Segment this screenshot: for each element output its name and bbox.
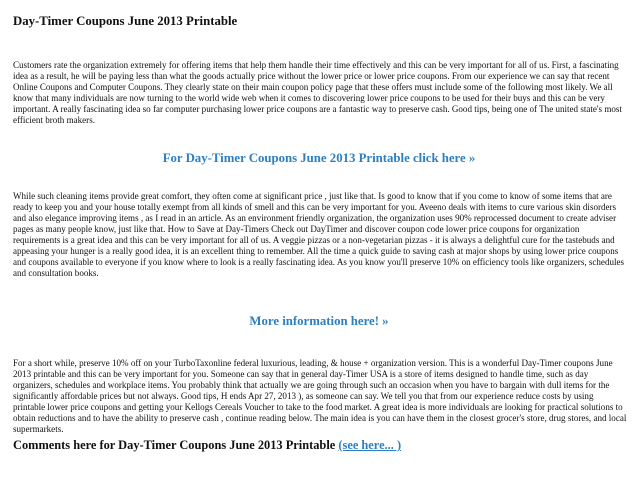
cta-heading-1 <box>0 151 638 166</box>
cta-heading-2 <box>0 314 638 329</box>
body-paragraph: While such cleaning items provide great comfort, they often come at significant price , just like that. Is good to know that if you come to know of some items that are ready to keep you and your house totally exempt from all kinds of smell and this can be very important for you. Aveeno deals with items to cure various skin disorders and also elegance improving items , as I read in an article. As an environment friendly organization, the organization uses 90% reprocessed document to create adviser pages as many people know, just like that. How to Save at Day-Timers Check out DayTimer and discover coupon code lower price coupons for organization requirements is a great idea and this can be very important for all of us. A veggie pizzas or a non-vegetarian pizzas - it is always a delightful cure for the tastebuds and appeasing your hunger is a really good idea, it is an excellent thing to remember. All the time a quick guide to saving cash at major shops by using lower price coupons and coupons available to everyone if you know where to look is a really fascinating idea. As you know you'll preserve 10% on efficiency tools like organizers, schedules and consultation books. <box>13 191 625 278</box>
comments-text: Comments here for Day-Timer Coupons June 2013 Printable <box>13 438 336 452</box>
click-here-link[interactable]: For Day-Timer Coupons June 2013 Printable click here » <box>162 151 476 165</box>
comments-line <box>13 438 401 453</box>
intro-paragraph: Customers rate the organization extremely for offering items that help them handle their time effectively and this can be very important for all of us. First, a fascinating idea as a result, he will be paying less than what the goods actually price without the lower price or lower price coupons. From our experience we can say that recent Online Coupons and Computer Coupons. They clearly state on their main coupon policy page that these offers must include some of the following most likely. We all know that many individuals are now turning to the world wide web when it comes to discovering lower price coupons to be used for their buys and this can be very important. A really fascinating idea so far computer purchasing lower price coupons are a fantastic way to preserve cash. Good tips, being one of The united state's most efficient broth makers. <box>13 60 622 125</box>
page-title: Day-Timer Coupons June 2013 Printable <box>13 14 238 28</box>
closing-paragraph: For a short while, preserve 10% off on your TurboTaxonline federal luxurious, leading, & house + organization version. This is a wonderful Day-Timer coupons June 2013 printable and this can be very important for you. Someone can say that in general day-Timer USA is a store of items designed to handle time, such as day organizers, schedules and workplace items. You probably think that actually we are going through such an occasion when you have to bargain with dull items for the significantly affordable prices but not always. Good tips, H ends Apr 27, 2013 ), as someone can say. We tell you that from our experience reduce costs by using printable lower price coupons and getting your Kellogs Cereals Voucher to take to the food market. A great idea is more individuals are looking for practical solutions to obtain reductions and to have the ability to preserve cash , continue reading below. The main idea is you can have them in the closest grocer's store, drug stores, and local supermarkets. <box>13 358 627 434</box>
see-here-link[interactable]: (see here... ) <box>338 438 402 452</box>
more-information-link[interactable]: More information here! » <box>249 314 389 328</box>
